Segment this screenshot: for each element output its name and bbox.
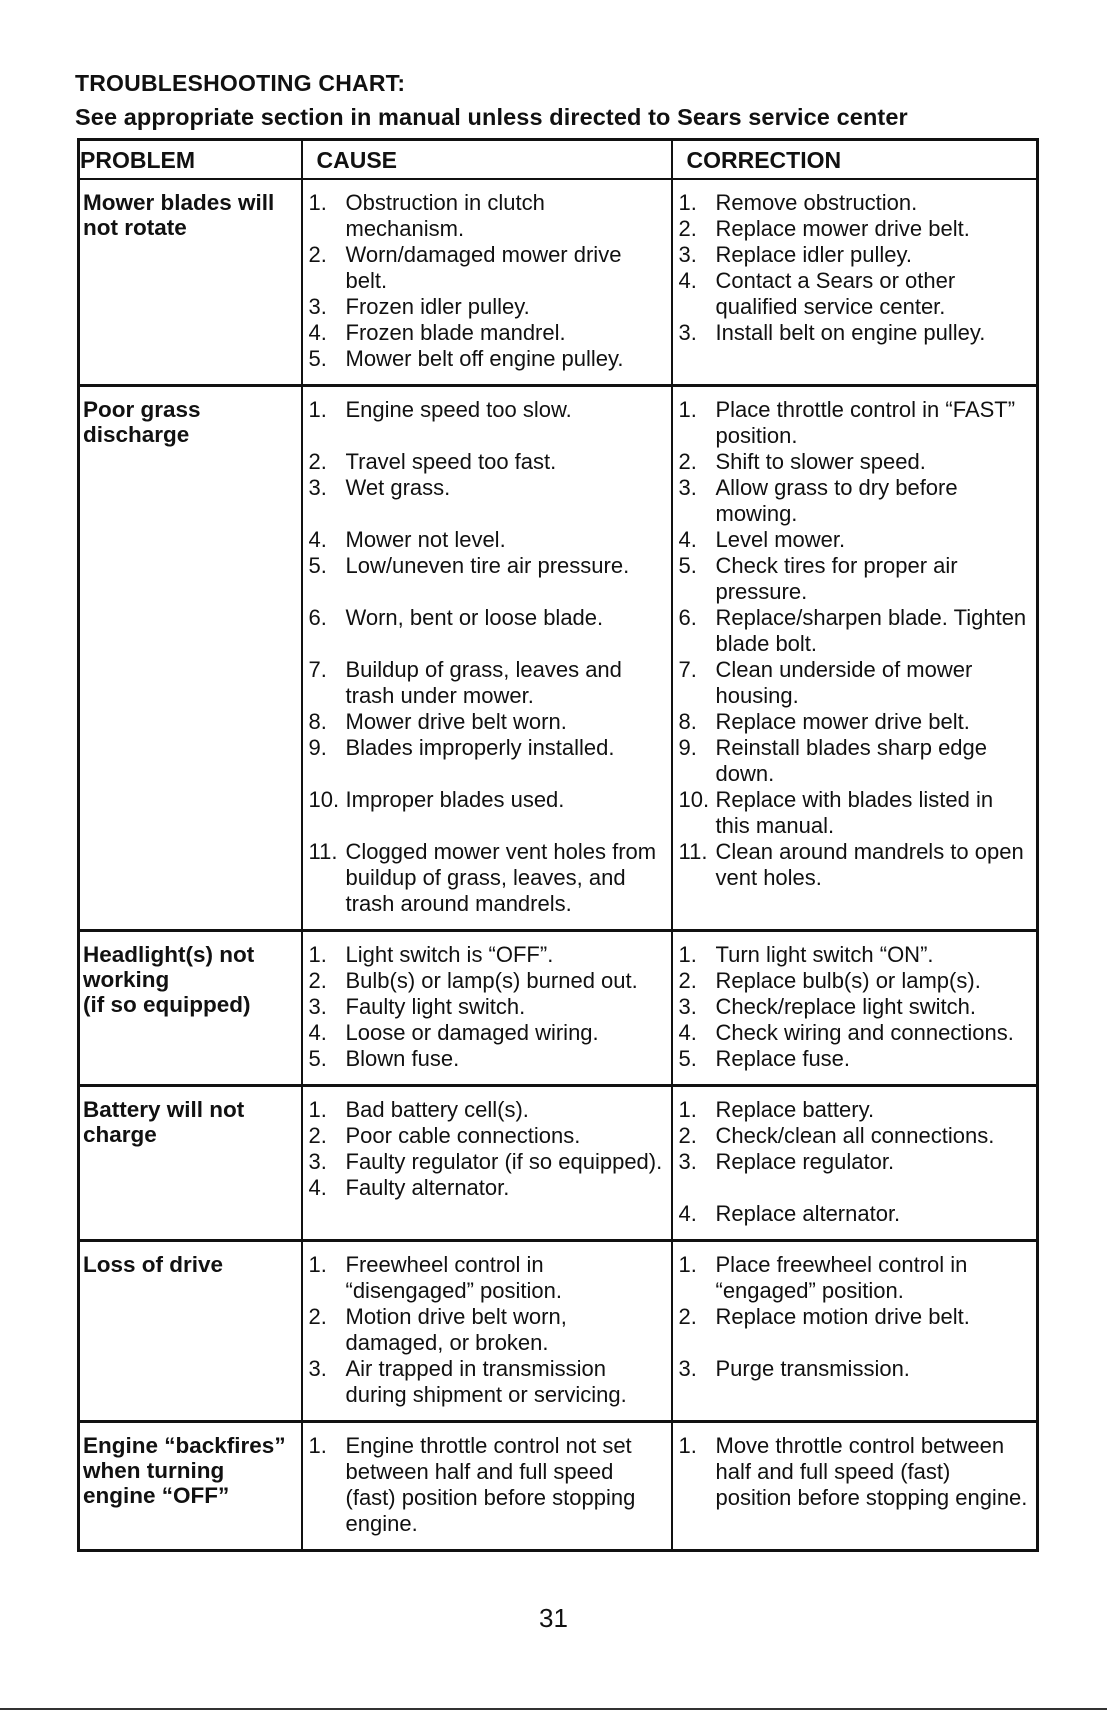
column-header-problem: PROBLEM [79, 140, 302, 180]
problem-line: Poor grass [83, 397, 201, 422]
problem-line: when turning [83, 1458, 225, 1483]
item-number: 1. [308, 190, 327, 215]
cause-item [309, 657, 667, 709]
item-text: Poor cable connections. [345, 1123, 581, 1148]
bottom-rule [0, 1708, 1107, 1710]
item-text: Bulb(s) or lamp(s) burned out. [345, 968, 638, 993]
item-text: Replace mower drive belt. [715, 216, 970, 241]
item-number: 5. [678, 1046, 697, 1071]
cause-item [309, 294, 667, 320]
correction-item [679, 449, 1033, 475]
cause-item [309, 242, 667, 294]
item-number: 5. [308, 346, 327, 371]
item-number: 1. [308, 1252, 327, 1277]
correction-item [679, 1252, 1033, 1304]
item-number: 5. [678, 553, 697, 578]
item-text: Motion drive belt worn, damaged, or broken. [345, 1304, 567, 1355]
cause-item [309, 1046, 667, 1072]
item-number: 8. [308, 709, 327, 734]
item-text: Replace bulb(s) or lamp(s). [715, 968, 981, 993]
correction-item [679, 1123, 1033, 1149]
correction-item [679, 1097, 1033, 1123]
cause-item [309, 1356, 667, 1408]
correction-item [679, 605, 1033, 657]
item-text: Wet grass. [345, 475, 451, 500]
problem-line: (if so equipped) [83, 992, 251, 1017]
cause-item [309, 1252, 667, 1304]
table-row [79, 179, 1038, 386]
cause-item [309, 709, 667, 735]
correction-item [679, 1356, 1033, 1382]
item-number: 7. [308, 657, 327, 682]
table-row [79, 1086, 1038, 1241]
table-row [79, 386, 1038, 931]
problem-line: charge [83, 1122, 157, 1147]
cause-item [309, 1304, 667, 1356]
item-text: Replace battery. [715, 1097, 875, 1122]
item-number: 2. [308, 449, 327, 474]
item-number: 6. [678, 605, 697, 630]
correction-list [679, 1252, 1033, 1382]
cause-item [309, 397, 667, 423]
problem-line: not rotate [83, 215, 187, 240]
item-number: 10. [678, 787, 710, 812]
correction-list [679, 942, 1033, 1072]
item-number: 4. [678, 527, 697, 552]
item-number: 1. [308, 1097, 327, 1122]
item-number: 4. [308, 320, 327, 345]
correction-item [679, 268, 1033, 320]
item-number: 11. [678, 839, 708, 864]
correction-item [679, 942, 1033, 968]
item-text: Clean underside of mower housing. [715, 657, 973, 708]
item-number: 11. [308, 839, 338, 864]
correction-item [679, 190, 1033, 216]
problem-line: Mower blades will [83, 190, 275, 215]
correction-item [679, 709, 1033, 735]
item-text: Replace with blades listed in this manual. [715, 787, 994, 838]
item-number: 9. [678, 735, 697, 760]
correction-cell [672, 386, 1038, 931]
item-text: Place throttle control in “FAST” position. [715, 397, 1016, 448]
item-text: Clean around mandrels to open vent holes. [715, 839, 1024, 890]
correction-list [679, 190, 1033, 346]
page-number: 31 [539, 1603, 568, 1633]
item-text: Worn, bent or loose blade. [345, 605, 604, 630]
correction-list [679, 1097, 1033, 1227]
item-number: 7. [678, 657, 697, 682]
item-number: 1. [308, 397, 327, 422]
item-text: Improper blades used. [345, 787, 565, 812]
problem-cell [79, 179, 302, 386]
item-number: 5. [308, 1046, 327, 1071]
item-number: 3. [308, 1356, 327, 1381]
cause-item [309, 1097, 667, 1123]
item-number: 3. [678, 1356, 697, 1381]
item-text: Check tires for proper air pressure. [715, 553, 958, 604]
correction-item [679, 320, 1033, 346]
item-number: 4. [678, 268, 697, 293]
correction-item [679, 994, 1033, 1020]
item-number: 1. [678, 1097, 697, 1122]
item-number: 5. [308, 553, 327, 578]
correction-cell [672, 1422, 1038, 1551]
cause-list [309, 1252, 667, 1408]
item-text: Engine throttle control not set between half and full speed (fast) position before stopping engine. [345, 1433, 636, 1536]
problem-cell [79, 1086, 302, 1241]
item-number: 1. [678, 942, 697, 967]
item-number: 4. [678, 1020, 697, 1045]
item-text: Faulty regulator (if so equipped). [345, 1149, 663, 1174]
cause-cell [302, 386, 672, 931]
item-text: Move throttle control between half and full speed (fast) position before stopping engine. [715, 1433, 1028, 1510]
item-text: Allow grass to dry before mowing. [715, 475, 958, 526]
cause-item [309, 787, 667, 813]
item-number: 8. [678, 709, 697, 734]
correction-item [679, 839, 1033, 891]
item-text: Frozen blade mandrel. [345, 320, 566, 345]
correction-item [679, 1201, 1033, 1227]
correction-item [679, 1020, 1033, 1046]
item-number: 2. [308, 1304, 327, 1329]
cause-item [309, 735, 667, 761]
item-text: Reinstall blades sharp edge down. [715, 735, 988, 786]
cause-item [309, 1149, 667, 1175]
correction-item [679, 657, 1033, 709]
item-number: 3. [678, 242, 697, 267]
item-text: Faulty alternator. [345, 1175, 510, 1200]
table-row [79, 931, 1038, 1086]
cause-item [309, 449, 667, 475]
item-number: 1. [678, 397, 697, 422]
problem-line: discharge [83, 422, 190, 447]
table-row [79, 1241, 1038, 1422]
item-text: Check wiring and connections. [715, 1020, 1014, 1045]
cause-item [309, 839, 667, 917]
item-text: Contact a Sears or other qualified service center. [715, 268, 956, 319]
item-number: 2. [678, 449, 697, 474]
item-number: 3. [308, 994, 327, 1019]
table-row [79, 1422, 1038, 1551]
item-number: 9. [308, 735, 327, 760]
problem-line: Battery will not [83, 1097, 245, 1122]
item-text: Mower belt off engine pulley. [345, 346, 624, 371]
item-text: Clogged mower vent holes from buildup of grass, leaves, and trash around mandrels. [345, 839, 657, 916]
correction-list [679, 397, 1033, 891]
correction-cell [672, 931, 1038, 1086]
cause-item [309, 1020, 667, 1046]
cause-item [309, 1175, 667, 1201]
cause-cell [302, 1241, 672, 1422]
item-text: Turn light switch “ON”. [715, 942, 934, 967]
problem-cell [79, 931, 302, 1086]
correction-item [679, 1304, 1033, 1330]
item-number: 3. [678, 994, 697, 1019]
item-number: 1. [678, 1252, 697, 1277]
correction-item [679, 787, 1033, 839]
item-text: Bad battery cell(s). [345, 1097, 529, 1122]
item-number: 10. [308, 787, 340, 812]
item-number: 1. [678, 190, 697, 215]
item-text: Blown fuse. [345, 1046, 460, 1071]
problem-line: Loss of drive [83, 1252, 224, 1277]
chart-title: TROUBLESHOOTING CHART: [75, 70, 406, 96]
problem-cell [79, 1241, 302, 1422]
item-text: Replace/sharpen blade. Tighten blade bolt. [715, 605, 1027, 656]
item-number: 3. [308, 294, 327, 319]
cause-item [309, 968, 667, 994]
item-text: Frozen idler pulley. [345, 294, 530, 319]
item-text: Light switch is “OFF”. [345, 942, 554, 967]
item-number: 2. [678, 1123, 697, 1148]
correction-item [679, 475, 1033, 527]
header-row [79, 140, 1038, 180]
item-text: Replace mower drive belt. [715, 709, 970, 734]
correction-list [679, 1433, 1033, 1511]
item-text: Level mower. [715, 527, 846, 552]
item-text: Shift to slower speed. [715, 449, 926, 474]
item-number: 3. [308, 475, 327, 500]
item-number: 3. [678, 475, 697, 500]
item-text: Replace motion drive belt. [715, 1304, 970, 1329]
cause-item [309, 346, 667, 372]
item-text: Blades improperly installed. [345, 735, 615, 760]
troubleshooting-table [77, 138, 1039, 1552]
correction-item [679, 735, 1033, 787]
cause-item [309, 553, 667, 579]
item-text: Check/clean all connections. [715, 1123, 995, 1148]
table-body [79, 179, 1038, 1551]
cause-item [309, 475, 667, 501]
cause-item [309, 527, 667, 553]
item-text: Mower drive belt worn. [345, 709, 567, 734]
item-number: 4. [308, 1020, 327, 1045]
item-text: Install belt on engine pulley. [715, 320, 986, 345]
cause-item [309, 190, 667, 242]
item-text: Replace alternator. [715, 1201, 901, 1226]
item-text: Purge transmission. [715, 1356, 910, 1381]
cause-item [309, 1433, 667, 1537]
item-text: Place freewheel control in “engaged” position. [715, 1252, 968, 1303]
item-text: Loose or damaged wiring. [345, 1020, 599, 1045]
item-text: Low/uneven tire air pressure. [345, 553, 630, 578]
correction-item [679, 1046, 1033, 1072]
cause-cell [302, 931, 672, 1086]
item-text: Faulty light switch. [345, 994, 526, 1019]
cause-cell [302, 1422, 672, 1551]
correction-item [679, 553, 1033, 605]
item-text: Worn/damaged mower drive belt. [345, 242, 622, 293]
column-header-cause: CAUSE [302, 140, 672, 180]
item-number: 4. [678, 1201, 697, 1226]
column-header-correction: CORRECTION [672, 140, 1038, 180]
problem-line: Engine “backfires” [83, 1433, 286, 1458]
item-number: 1. [308, 942, 327, 967]
cause-list [309, 1097, 667, 1201]
correction-item [679, 397, 1033, 449]
problem-cell [79, 386, 302, 931]
cause-item [309, 942, 667, 968]
correction-item [679, 216, 1033, 242]
item-text: Replace idler pulley. [715, 242, 912, 267]
item-number: 6. [308, 605, 327, 630]
item-text: Freewheel control in “disengaged” position. [345, 1252, 562, 1303]
correction-item [679, 242, 1033, 268]
cause-list [309, 1433, 667, 1537]
item-number: 3. [678, 1149, 697, 1174]
item-number: 2. [678, 1304, 697, 1329]
item-number: 1. [678, 1433, 697, 1458]
item-number: 2. [678, 216, 697, 241]
correction-cell [672, 1086, 1038, 1241]
cause-list [309, 190, 667, 372]
cause-item [309, 994, 667, 1020]
item-number: 4. [308, 1175, 327, 1200]
item-text: Remove obstruction. [715, 190, 918, 215]
item-text: Mower not level. [345, 527, 506, 552]
chart-subtitle: See appropriate section in manual unless directed to Sears service center [75, 104, 908, 130]
cause-list [309, 397, 667, 917]
item-number: 2. [678, 968, 697, 993]
item-text: Check/replace light switch. [715, 994, 976, 1019]
item-number: 2. [308, 242, 327, 267]
problem-line: engine “OFF” [83, 1483, 230, 1508]
cause-item [309, 605, 667, 631]
problem-cell [79, 1422, 302, 1551]
item-text: Engine speed too slow. [345, 397, 572, 422]
problem-line: working [83, 967, 170, 992]
cause-cell [302, 179, 672, 386]
cause-item [309, 1123, 667, 1149]
correction-item [679, 527, 1033, 553]
item-number: 3. [678, 320, 697, 345]
item-number: 2. [308, 1123, 327, 1148]
item-number: 3. [308, 1149, 327, 1174]
item-text: Obstruction in clutch mechanism. [345, 190, 545, 241]
item-text: Buildup of grass, leaves and trash under mower. [345, 657, 622, 708]
item-text: Travel speed too fast. [345, 449, 557, 474]
item-text: Replace regulator. [715, 1149, 895, 1174]
problem-line: Headlight(s) not [83, 942, 255, 967]
correction-item [679, 968, 1033, 994]
item-text: Replace fuse. [715, 1046, 851, 1071]
item-text: Air trapped in transmission during shipment or servicing. [345, 1356, 627, 1407]
item-number: 2. [308, 968, 327, 993]
cause-item [309, 320, 667, 346]
correction-cell [672, 1241, 1038, 1422]
item-number: 4. [308, 527, 327, 552]
cause-list [309, 942, 667, 1072]
cause-cell [302, 1086, 672, 1241]
correction-item [679, 1433, 1033, 1511]
correction-cell [672, 179, 1038, 386]
correction-item [679, 1149, 1033, 1175]
item-number: 1. [308, 1433, 327, 1458]
